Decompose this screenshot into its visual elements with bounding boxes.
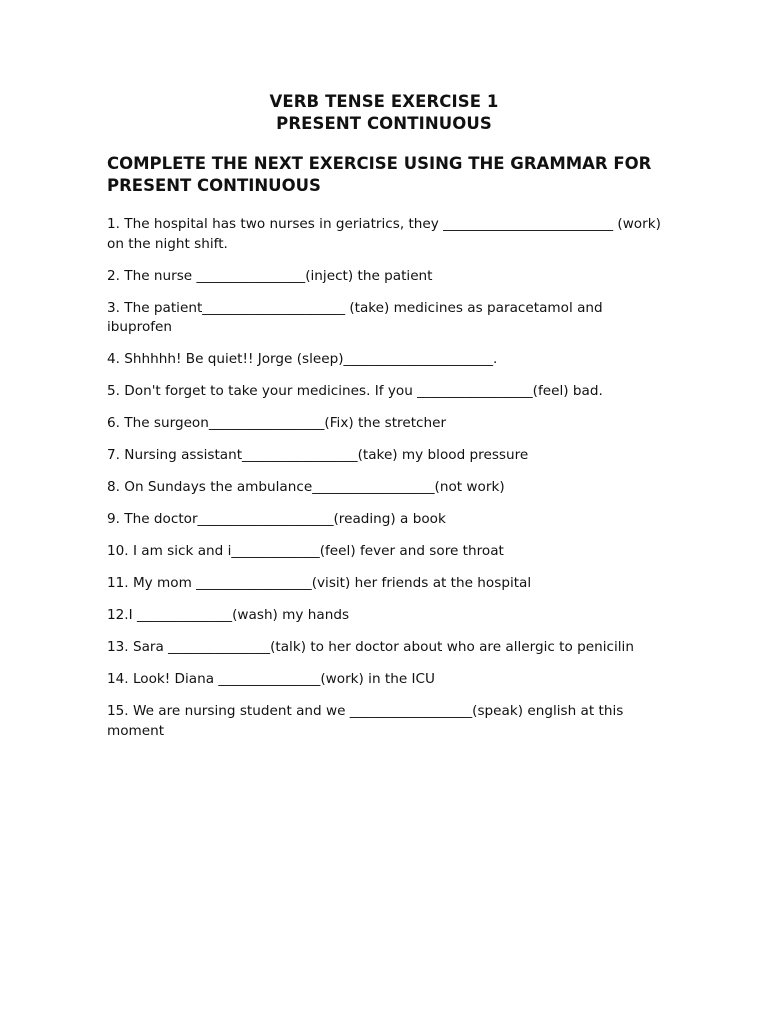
exercise-item: 2. The nurse ________________(inject) the patient xyxy=(107,267,433,284)
exercise-item: 15. We are nursing student and we __________________(speak) english at this moment xyxy=(107,703,624,739)
exercise-item: 3. The patient_____________________ (take) medicines as paracetamol and ibuprofen xyxy=(107,299,603,335)
worksheet-subtitle: PRESENT CONTINUOUS xyxy=(276,114,492,133)
exercise-item: 13. Sara _______________(talk) to her doctor about who are allergic to penicilin xyxy=(107,639,634,655)
exercise-list xyxy=(107,215,667,754)
exercise-item: 11. My mom _________________(visit) her friends at the hospital xyxy=(107,575,532,591)
exercise-item: 4. Shhhhh! Be quiet!! Jorge (sleep)______________________. xyxy=(107,351,498,367)
exercise-item: 7. Nursing assistant_________________(take) my blood pressure xyxy=(107,447,529,463)
exercise-instruction: COMPLETE THE NEXT EXERCISE USING THE GRAMMAR FOR PRESENT CONTINUOUS xyxy=(107,154,652,195)
exercise-item: 8. On Sundays the ambulance__________________(not work) xyxy=(107,479,505,495)
exercise-item: 9. The doctor____________________(reading) a book xyxy=(107,511,446,527)
exercise-item: 12.I ______________(wash) my hands xyxy=(107,607,350,623)
worksheet-title: VERB TENSE EXERCISE 1 xyxy=(269,92,499,111)
exercise-item: 14. Look! Diana _______________(work) in the ICU xyxy=(107,671,435,687)
exercise-item: 5. Don't forget to take your medicines. If you _________________(feel) bad. xyxy=(107,383,603,399)
exercise-item: 1. The hospital has two nurses in geriatrics, they _________________________ (work) on the night shift. xyxy=(107,216,661,252)
exercise-item: 6. The surgeon_________________(Fix) the stretcher xyxy=(107,415,447,431)
exercise-item: 10. I am sick and i_____________(feel) fever and sore throat xyxy=(107,543,504,559)
